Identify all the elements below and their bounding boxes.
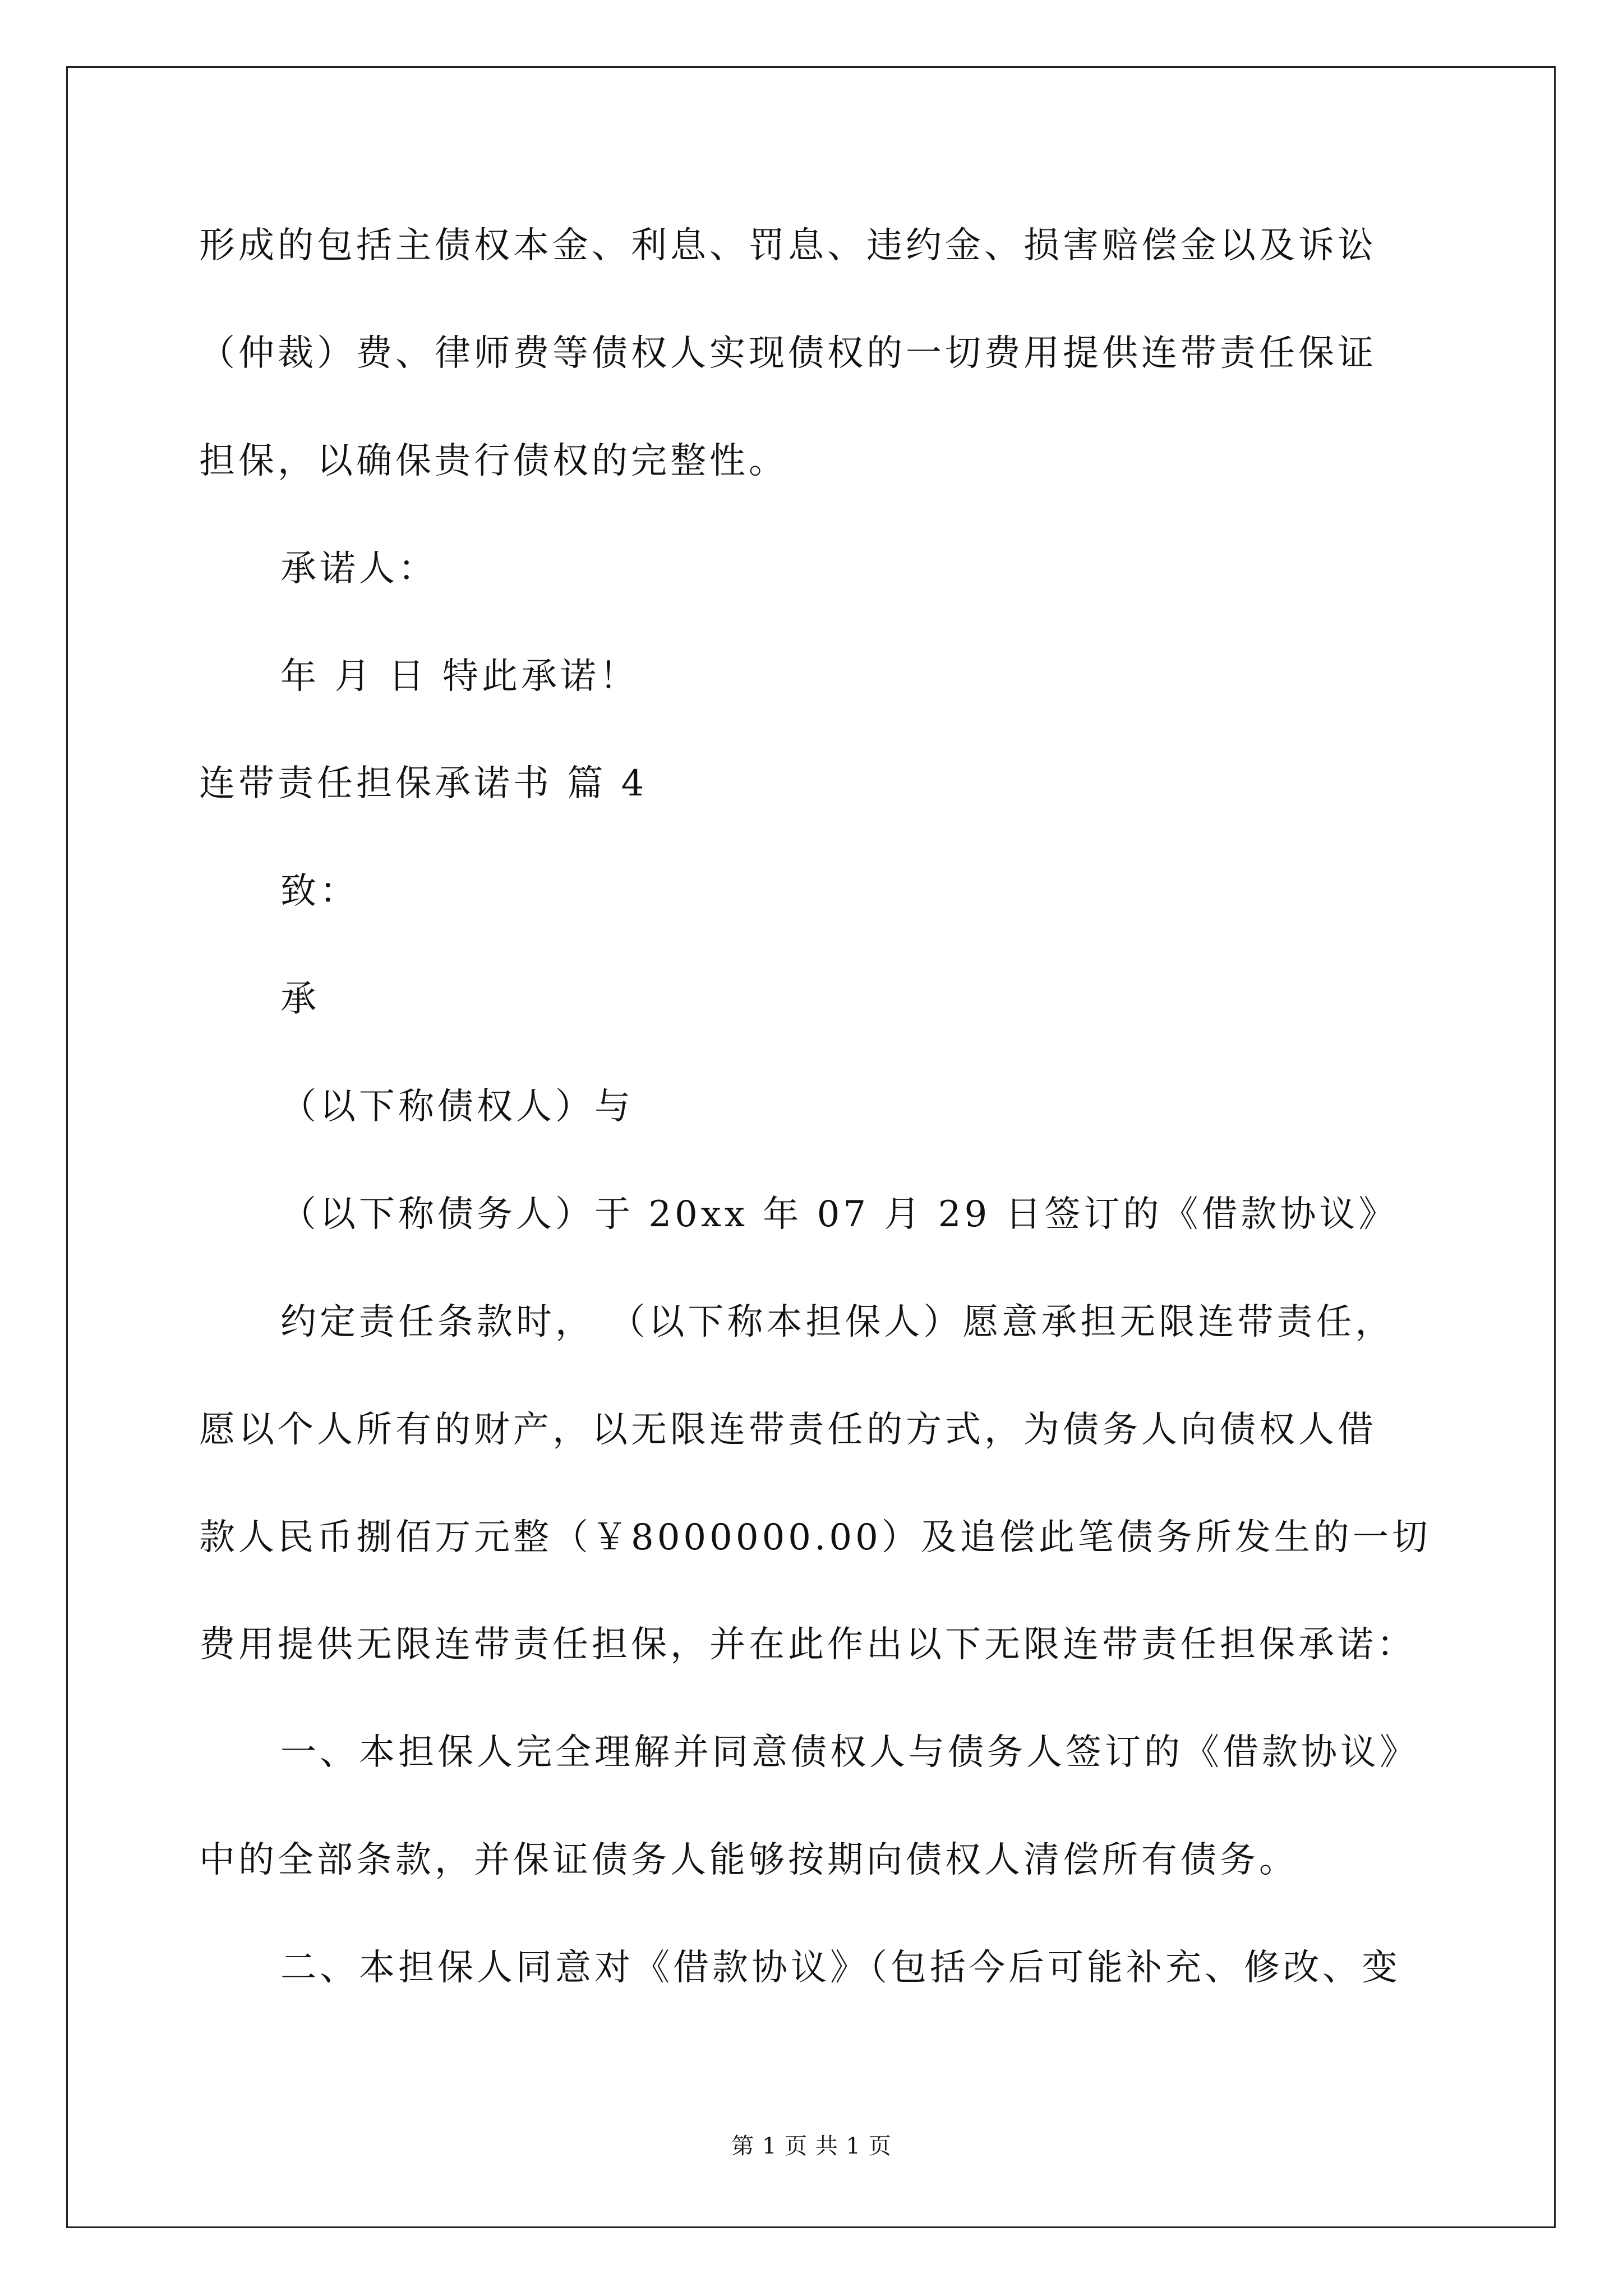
paragraph-line: （以下称债务人）于 20xx 年 07 月 29 日签订的《借款协议》	[280, 1194, 1398, 1235]
paragraph-line: 款人民币捌佰万元整（￥8000000.00）及追偿此笔债务所发生的一切	[199, 1517, 1431, 1558]
clause-line: 一、本担保人完全理解并同意债权人与债务人签订的《借款协议》	[280, 1732, 1419, 1773]
clause-line: 二、本担保人同意对《借款协议》（包括今后可能补充、修改、变	[280, 1947, 1401, 1989]
signatory-label: 承诺人：	[280, 548, 437, 590]
paragraph-line: （仲裁）费、律师费等债权人实现债权的一切费用提供连带责任保证	[199, 333, 1377, 374]
paragraph-line: 形成的包括主债权本金、利息、罚息、违约金、损害赔偿金以及诉讼	[199, 225, 1377, 266]
paragraph-line: 愿以个人所有的财产，以无限连带责任的方式，为债务人向债权人借	[199, 1409, 1377, 1451]
paragraph-line: 承	[280, 978, 320, 1020]
page-border	[66, 66, 1556, 2228]
paragraph-line: 费用提供无限连带责任担保，并在此作出以下无限连带责任担保承诺：	[199, 1624, 1416, 1665]
paragraph-line: 担保，以确保贵行债权的完整性。	[199, 440, 788, 482]
section-heading: 连带责任担保承诺书 篇 4	[199, 763, 648, 804]
page-footer: 第 1 页 共 1 页	[731, 2133, 892, 2159]
recipient-line: 致：	[280, 871, 359, 912]
clause-line: 中的全部条款，并保证债务人能够按期向债权人清偿所有债务。	[199, 1839, 1298, 1881]
paragraph-line: （以下称债权人）与	[280, 1086, 634, 1128]
date-line: 年 月 日 特此承诺！	[280, 656, 639, 697]
paragraph-line: 约定责任条款时， （以下称本担保人）愿意承担无限连带责任，	[280, 1301, 1395, 1343]
